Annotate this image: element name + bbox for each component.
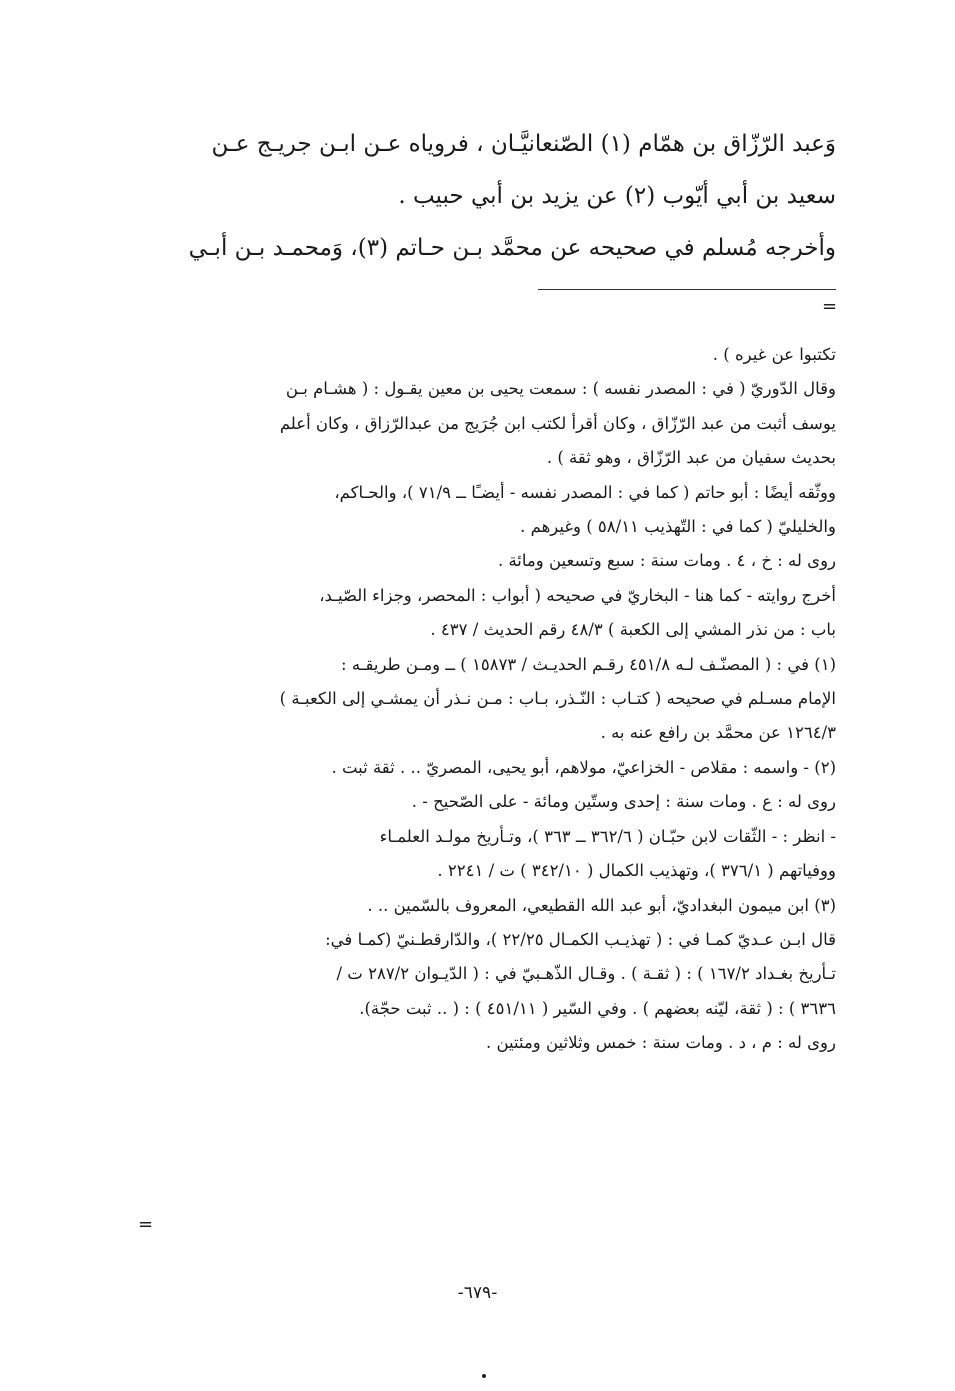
footnote-line: (١) في : ( المصنّـف لـه ٤٥١/٨ رقـم الحديـث / ١٥٨٧٣ ) ــ ومـن طريقـه : (341, 654, 836, 674)
footnote-line: الإمام مسـلم في صحيحه ( كتـاب : النّـذر، بـاب : مـن نـذر أن يمشـي إلى الكعبـة ) (279, 689, 836, 709)
footnote-line: بحديث سفيان من عبد الرّزّاق ، وهو ثقة ) . (546, 448, 836, 468)
footnote-line: يوسف أثبت من عبد الرّزّاق ، وكان أقرأ لكتب ابن جُرَيج من عبدالرّزاق ، وكان أعلم (279, 413, 836, 433)
page-number: -٦٧٩- (457, 1283, 498, 1303)
footnote-line: ووفياتهم ( ٣٧٦/١ )، وتهذيب الكمال ( ٣٤٢/١٠ ) ت / ٢٢٤١ . (437, 861, 836, 881)
main-text-line: وأخرجه مُسلم في صحيحه عن محمَّد بـن حـاتم (٣)، وَمحمـد بـن أبـي (188, 235, 836, 261)
footnote-line: ١٢٦٤/٣ عن محمَّد بن رافع عنه به . (600, 723, 836, 743)
footnote-line: ٣٦٣٦ ) : ( ثقة، ليّنه بعضهم ) . وفي السّير ( ٤٥١/١١ ) : ( .. ثبت حجّة). (359, 998, 836, 1018)
main-text-line: سعيد بن أبي أيّوب (٢) عن يزيد بن أبي حبيب . (398, 183, 836, 209)
footnote-continuation-mark-top: = (822, 296, 838, 317)
main-text-line: وَعبد الرّزّاق بن همّام (١) الصّنعانيَّـان ، فروياه عـن ابـن جريـج عـن (211, 131, 836, 157)
footnote-continuation-mark-bottom: = (138, 1214, 154, 1235)
footnote-line: روى له : م ، د . ومات سنة : خمس وثلاثين ومئتين . (485, 1033, 836, 1053)
footnote-line: أخرج روايته - كما هنا - البخاريّ في صحيحه ( أبواب : المحصر، وجزاء الصّيـد، (319, 585, 836, 605)
footnote-line: تـأريخ بغـداد ١٦٧/٢ ) : ( ثقـة ) . وقـال الذّهـبيّ في : ( الدّيـوان ٢٨٧/٢ ت / (336, 964, 836, 984)
footnote-line: (٢) - واسمه : مقلاص - الخزاعيّ، مولاهم، أبو يحيى، المصريّ .. . ثقة ثبت . (331, 757, 836, 777)
footnote-separator-rule (538, 289, 836, 290)
footnotes-block (128, 338, 836, 1061)
footnote-line: ووثّقه أيضًا : أبو حاتم ( كما في : المصدر نفسه - أيضـًا ــ ٧١/٩ )، والحـاكم، (334, 482, 836, 502)
scan-dot-mark (482, 1374, 486, 1378)
footnote-line: باب : من نذر المشي إلى الكعبة ) ٤٨/٣ رقم الحديث / ٤٣٧ . (430, 620, 836, 640)
footnote-line: - انظر : - الثّقات لابن حبّـان ( ٣٦٢/٦ ــ ٣٦٣ )، وتـأريخ مولـد العلمـاء (379, 826, 836, 846)
footnote-line: والخليليّ ( كما في : التّهذيب ٥٨/١١ ) وغيرهم . (520, 517, 836, 537)
footnote-line: وقال الدّوريّ ( في : المصدر نفسه ) : سمعت يحيى بن معين يقـول : ( هشـام بـن (285, 379, 836, 399)
footnote-line: روى له : خ ، ٤ . ومات سنة : سبع وتسعين ومائة . (497, 551, 836, 571)
footnote-line: تكتبوا عن غيره ) . (712, 345, 836, 364)
main-text-block (128, 118, 836, 274)
footnote-line: روى له : ع . ومات سنة : إحدى وستّين ومائة - على الصّحيح - . (411, 792, 836, 812)
footnote-line: (٣) ابن ميمون البغداديّ، أبو عبد الله القطيعي، المعروف بالسّمين .. . (367, 895, 836, 915)
footnote-line: قال ابـن عـديّ كمـا في : ( تهذيـب الكمـال ٢٢/٢٥ )، والدّارقطـنيّ (كمـا في: (325, 929, 836, 949)
